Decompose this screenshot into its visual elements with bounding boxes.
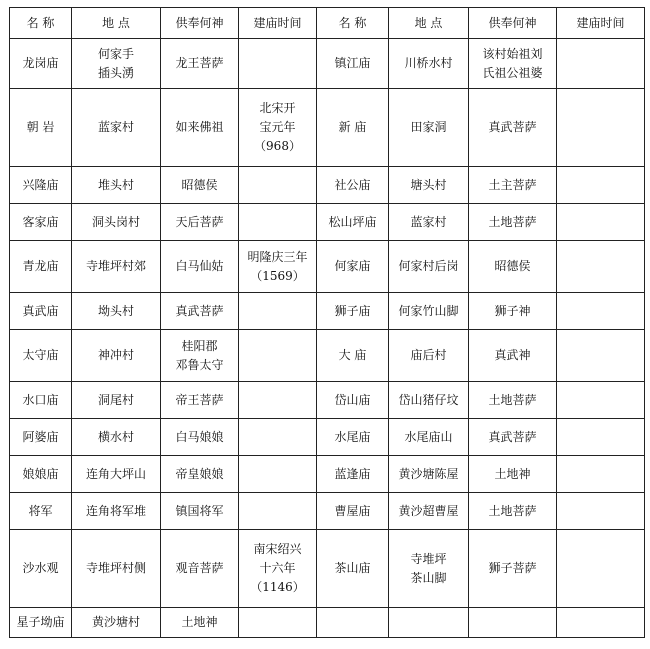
- cell-built-time-1: [239, 204, 317, 241]
- cell-name-1: [10, 293, 72, 330]
- cell-name-2: [317, 330, 389, 382]
- cell-deity-1: [161, 330, 239, 382]
- cell-built-time-2: [557, 419, 645, 456]
- table-row: [10, 382, 645, 419]
- cell-text: 庙后村: [410, 348, 447, 362]
- cell-deity-2: [469, 204, 557, 241]
- cell-location-2: [389, 167, 469, 204]
- cell-location-1: [72, 608, 161, 638]
- cell-text: 何家手 插头湧: [97, 46, 134, 80]
- cell-text: 明隆庆三年 （1569）: [247, 249, 308, 283]
- cell-location-1: [72, 167, 161, 204]
- cell-text: 狮子神: [494, 303, 531, 318]
- cell-name-2: [317, 167, 389, 204]
- cell-built-time-2: [557, 530, 645, 608]
- cell-deity-2: [469, 493, 557, 530]
- cell-built-time-1: [239, 456, 317, 493]
- cell-location-1: [72, 204, 161, 241]
- cell-built-time-1: [239, 330, 317, 382]
- cell-location-1: [72, 330, 161, 382]
- cell-deity-1: [161, 293, 239, 330]
- cell-built-time-2: [557, 382, 645, 419]
- cell-text: 土地菩萨: [488, 214, 537, 229]
- cell-text: 寺堆坪村郊: [85, 259, 146, 273]
- cell-name-2: [317, 204, 389, 241]
- cell-name-2: [317, 39, 389, 89]
- table-body: [10, 39, 645, 638]
- cell-text: 真武菩萨: [488, 120, 537, 134]
- cell-text: 将军: [28, 503, 53, 518]
- cell-text: 寺堆坪村侧: [85, 561, 146, 575]
- cell-location-2: [389, 39, 469, 89]
- cell-text: 黄沙超曹屋: [398, 503, 459, 518]
- cell-deity-2: [469, 456, 557, 493]
- cell-built-time-2: [557, 493, 645, 530]
- header-name-1: 名 称: [10, 8, 72, 39]
- cell-text: 镇国将军: [175, 503, 224, 518]
- cell-name-1: [10, 419, 72, 456]
- cell-text: 真武菩萨: [488, 429, 537, 444]
- cell-deity-1: [161, 167, 239, 204]
- cell-deity-2: [469, 293, 557, 330]
- cell-text: 连角将军堆: [85, 503, 146, 518]
- cell-text: 神冲村: [97, 348, 134, 362]
- cell-deity-2: [469, 382, 557, 419]
- cell-text: 土地神: [494, 466, 531, 481]
- header-name-2: 名 称: [317, 8, 389, 39]
- cell-built-time-2: [557, 456, 645, 493]
- cell-text: 帝王菩萨: [175, 392, 224, 407]
- cell-name-1: [10, 493, 72, 530]
- cell-location-2: [389, 493, 469, 530]
- cell-text: 川桥水村: [404, 56, 453, 70]
- temple-table-container: [9, 7, 645, 638]
- cell-text: 大 庙: [338, 348, 367, 362]
- cell-text: 土地菩萨: [488, 392, 537, 407]
- cell-deity-1: [161, 419, 239, 456]
- header-location-1: 地 点: [72, 8, 161, 39]
- cell-text: 青龙庙: [22, 259, 59, 273]
- table-row: [10, 39, 645, 89]
- cell-name-2: [317, 456, 389, 493]
- cell-location-1: [72, 89, 161, 167]
- cell-location-1: [72, 456, 161, 493]
- cell-text: 真武神: [494, 348, 531, 362]
- cell-location-2: [389, 241, 469, 293]
- cell-built-time-2: [557, 167, 645, 204]
- cell-text: 田家洞: [410, 120, 447, 134]
- cell-location-1: [72, 493, 161, 530]
- cell-built-time-2: [557, 204, 645, 241]
- cell-text: 娘娘庙: [22, 466, 59, 481]
- cell-name-1: [10, 530, 72, 608]
- cell-name-2: [317, 89, 389, 167]
- cell-text: 土主菩萨: [488, 177, 537, 192]
- table-row: [10, 493, 645, 530]
- table-row: [10, 293, 645, 330]
- cell-text: 黄沙塘陈屋: [398, 466, 459, 481]
- cell-text: 兴隆庙: [22, 177, 59, 192]
- temple-table: [9, 7, 645, 638]
- header-built-time-1: 建庙时间: [239, 8, 317, 39]
- cell-text: 水口庙: [22, 392, 59, 407]
- cell-text: 蓝逢庙: [334, 466, 371, 481]
- table-row: [10, 204, 645, 241]
- cell-text: 如来佛祖: [175, 120, 224, 134]
- cell-location-1: [72, 241, 161, 293]
- cell-built-time-1: [239, 530, 317, 608]
- cell-text: 洞头岗村: [91, 214, 140, 229]
- header-row: [10, 8, 645, 39]
- table-row: [10, 456, 645, 493]
- cell-location-1: [72, 530, 161, 608]
- cell-deity-2: [469, 89, 557, 167]
- cell-deity-2: [469, 330, 557, 382]
- cell-deity-1: [161, 530, 239, 608]
- cell-text: 塘头村: [410, 177, 447, 192]
- table-row: [10, 419, 645, 456]
- header-deity-2: 供奉何神: [469, 8, 557, 39]
- cell-built-time-2: [557, 608, 645, 638]
- cell-text: 新 庙: [338, 120, 367, 134]
- cell-name-1: [10, 330, 72, 382]
- cell-deity-2: [469, 530, 557, 608]
- cell-location-2: [389, 382, 469, 419]
- table-row: [10, 608, 645, 638]
- cell-location-1: [72, 39, 161, 89]
- cell-built-time-2: [557, 330, 645, 382]
- cell-location-2: [389, 204, 469, 241]
- cell-built-time-2: [557, 241, 645, 293]
- cell-built-time-1: [239, 39, 317, 89]
- cell-text: 蓝家村: [97, 120, 134, 134]
- cell-text: 连角大坪山: [85, 466, 146, 481]
- cell-built-time-1: [239, 419, 317, 456]
- header-built-time-2: 建庙时间: [557, 8, 645, 39]
- cell-text: 龙岗庙: [22, 56, 59, 70]
- cell-text: 何家村后岗: [398, 259, 459, 273]
- table-row: [10, 330, 645, 382]
- cell-text: 茶山庙: [334, 561, 371, 575]
- cell-text: 横水村: [97, 429, 134, 444]
- cell-text: 社公庙: [334, 177, 371, 192]
- cell-text: 该村始祖刘 氏祖公祖婆: [482, 46, 543, 80]
- cell-location-2: [389, 456, 469, 493]
- cell-text: 黄沙塘村: [91, 615, 140, 629]
- cell-location-2: [389, 330, 469, 382]
- cell-location-1: [72, 419, 161, 456]
- cell-location-1: [72, 382, 161, 419]
- cell-name-1: [10, 39, 72, 89]
- cell-text: 太守庙: [22, 348, 59, 362]
- cell-built-time-2: [557, 89, 645, 167]
- cell-deity-1: [161, 608, 239, 638]
- cell-location-1: [72, 293, 161, 330]
- cell-name-1: [10, 167, 72, 204]
- cell-name-2: [317, 608, 389, 638]
- cell-location-2: [389, 530, 469, 608]
- cell-text: 桂阳郡 邓鲁太守: [175, 338, 224, 372]
- cell-text: 沙水观: [22, 561, 59, 575]
- cell-text: 南宋绍兴 十六年 （1146）: [250, 542, 305, 594]
- cell-built-time-1: [239, 167, 317, 204]
- cell-location-2: [389, 419, 469, 456]
- cell-built-time-1: [239, 293, 317, 330]
- cell-text: 狮子菩萨: [488, 561, 537, 575]
- cell-name-1: [10, 382, 72, 419]
- cell-name-1: [10, 89, 72, 167]
- cell-deity-1: [161, 204, 239, 241]
- cell-text: 真武庙: [22, 303, 59, 318]
- cell-built-time-1: [239, 241, 317, 293]
- cell-text: 曹屋庙: [334, 503, 371, 518]
- cell-name-1: [10, 608, 72, 638]
- cell-deity-1: [161, 241, 239, 293]
- cell-name-2: [317, 419, 389, 456]
- cell-text: 土地菩萨: [488, 503, 537, 518]
- cell-text: 真武菩萨: [175, 303, 224, 318]
- cell-text: 星子坳庙: [16, 615, 65, 629]
- cell-text: 坳头村: [97, 303, 134, 318]
- table-row: [10, 530, 645, 608]
- cell-text: 何家庙: [334, 259, 371, 273]
- cell-deity-1: [161, 382, 239, 419]
- cell-built-time-1: [239, 382, 317, 419]
- cell-name-2: [317, 293, 389, 330]
- header-deity-1: 供奉何神: [161, 8, 239, 39]
- cell-text: 天后菩萨: [175, 214, 224, 229]
- cell-location-2: [389, 89, 469, 167]
- cell-deity-2: [469, 419, 557, 456]
- cell-text: 土地神: [181, 615, 218, 629]
- cell-text: 昭德侯: [494, 259, 531, 273]
- table-row: [10, 89, 645, 167]
- cell-built-time-1: [239, 89, 317, 167]
- cell-text: 水尾庙山: [404, 429, 453, 444]
- cell-text: 白马娘娘: [175, 429, 224, 444]
- cell-location-2: [389, 293, 469, 330]
- cell-text: 观音菩萨: [175, 561, 224, 575]
- cell-text: 狮子庙: [334, 303, 371, 318]
- header-location-2: 地 点: [389, 8, 469, 39]
- cell-text: 岱山猪仔坟: [398, 392, 459, 407]
- cell-text: 帝皇娘娘: [175, 466, 224, 481]
- table-row: [10, 167, 645, 204]
- cell-text: 水尾庙: [334, 429, 371, 444]
- cell-built-time-1: [239, 608, 317, 638]
- cell-built-time-2: [557, 293, 645, 330]
- cell-name-1: [10, 456, 72, 493]
- cell-text: 昭德侯: [181, 177, 218, 192]
- table-row: [10, 241, 645, 293]
- cell-text: 蓝家村: [410, 214, 447, 229]
- cell-deity-1: [161, 89, 239, 167]
- cell-deity-2: [469, 608, 557, 638]
- cell-text: 朝 岩: [26, 120, 55, 134]
- cell-text: 洞尾村: [97, 392, 134, 407]
- cell-text: 龙王菩萨: [175, 56, 224, 70]
- cell-name-1: [10, 241, 72, 293]
- cell-name-1: [10, 204, 72, 241]
- cell-text: 北宋开 宝元年 （968）: [254, 101, 301, 153]
- cell-text: 寺堆坪 茶山脚: [410, 551, 447, 585]
- cell-text: 岱山庙: [334, 392, 371, 407]
- cell-built-time-1: [239, 493, 317, 530]
- cell-name-2: [317, 493, 389, 530]
- cell-deity-2: [469, 241, 557, 293]
- cell-text: 阿婆庙: [22, 429, 59, 444]
- cell-text: 镇江庙: [334, 56, 371, 70]
- cell-location-2: [389, 608, 469, 638]
- cell-deity-1: [161, 493, 239, 530]
- cell-name-2: [317, 530, 389, 608]
- cell-text: 客家庙: [22, 214, 59, 229]
- cell-deity-1: [161, 39, 239, 89]
- cell-text: 堆头村: [97, 177, 134, 192]
- cell-text: 何家竹山脚: [398, 303, 459, 318]
- cell-text: 松山坪庙: [328, 214, 377, 229]
- cell-name-2: [317, 241, 389, 293]
- cell-name-2: [317, 382, 389, 419]
- cell-built-time-2: [557, 39, 645, 89]
- cell-deity-2: [469, 167, 557, 204]
- cell-text: 白马仙姑: [175, 259, 224, 273]
- cell-deity-2: [469, 39, 557, 89]
- cell-deity-1: [161, 456, 239, 493]
